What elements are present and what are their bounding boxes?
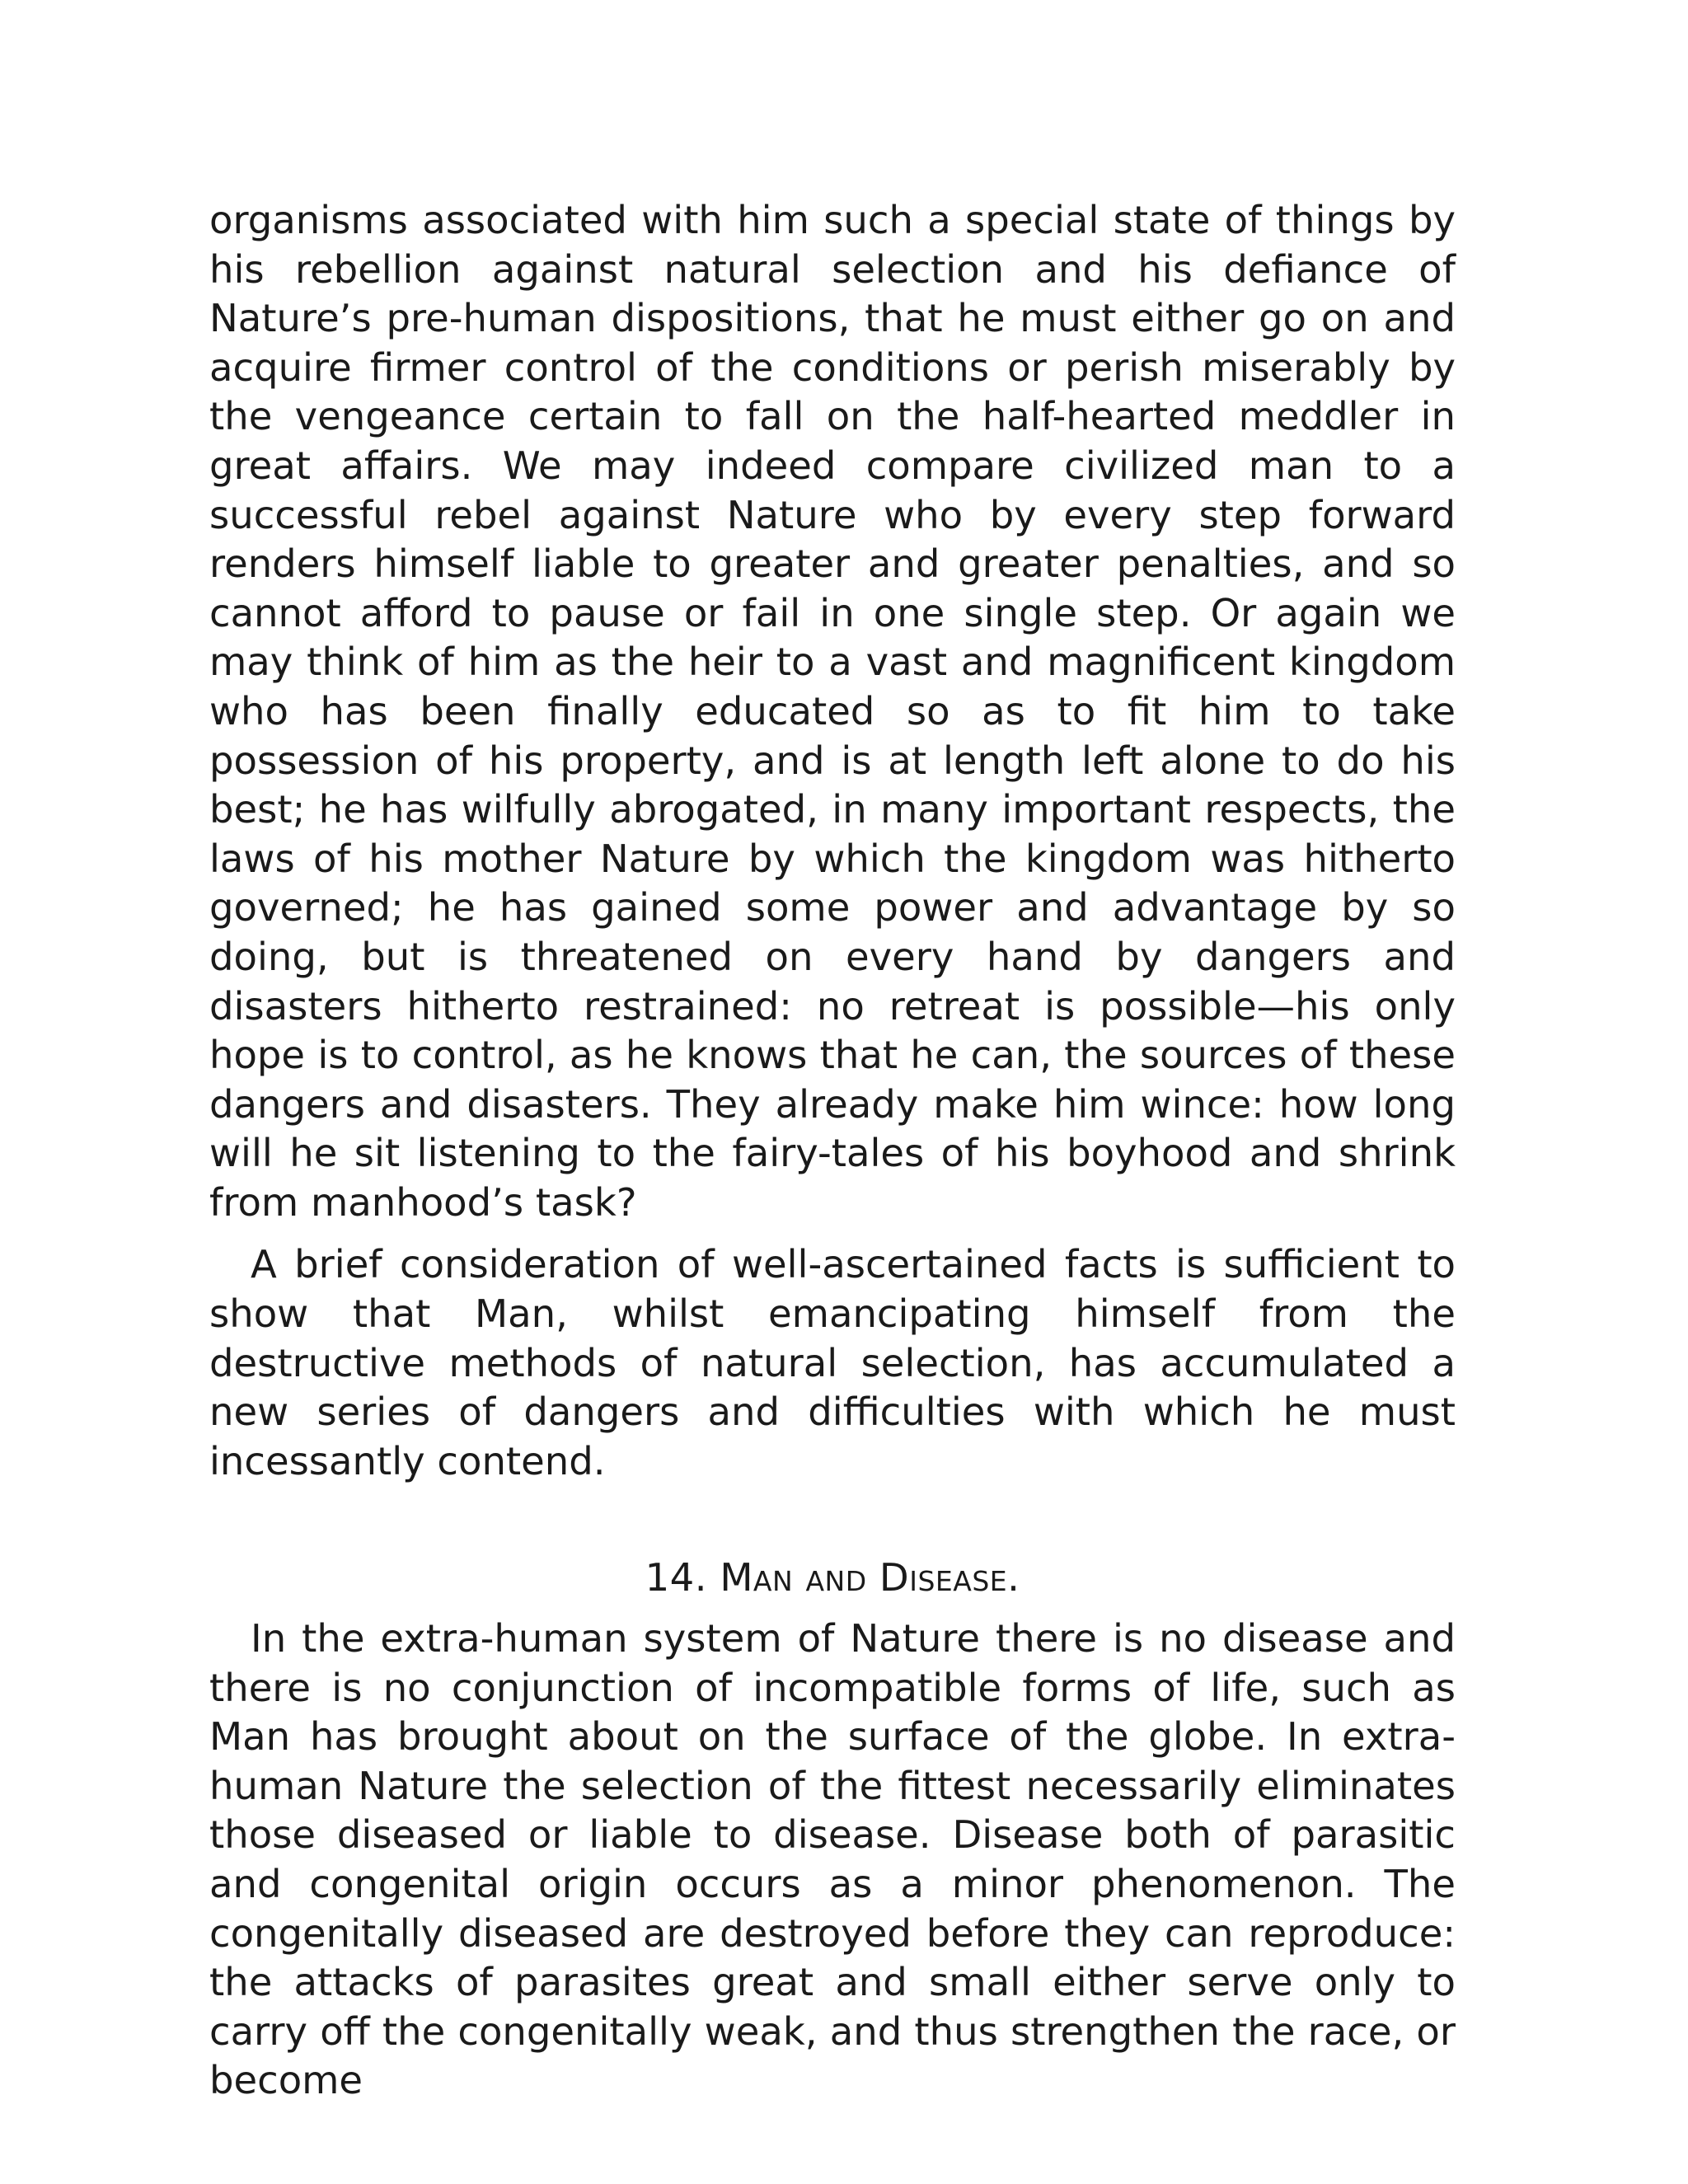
paragraph-facts: A brief consideration of well-ascertained facts is sufficient to show that Man, whilst emancipating himself from the destructive methods of natural selection, has accumulated a new series of dangers and difficulties with which he must incessantly contend. [209,1242,1456,1483]
section-title: Man and Disease. [720,1555,1020,1601]
page-body [209,196,1456,2106]
paragraph-continued: organisms associated with him such a special state of things by his rebellion against natural selection and his defiance of Nature’s pre-human dispositions, that he must either go on and acquire firmer control of the conditions or perish miserably by the vengeance certain to fall on the half-hearted meddler in great affairs. We may indeed compare civilized man to a successful rebel against Nature who by every step forward renders himself liable to greater and greater penalties, and so cannot afford to pause or fail in one single step. Or again we may think of him as the heir to a vast and magnificent kingdom who has been finally educated so as to fit him to take possession of his property, and is at length left alone to do his best; he has wilfully abrogated, in many important respects, the laws of his mother Nature by which the kingdom was hitherto governed; he has gained some power and advantage by so doing, but is threatened on every hand by dangers and disasters hitherto restrained: no retreat is possible—his only hope is to control, as he knows that he can, the sources of these dangers and disasters. They already make him wince: how long will he sit listening to the fairy-tales of his boyhood and shrink from manhood’s task? [209,198,1456,1225]
section-number: 14. [645,1555,708,1601]
section-heading [209,1554,1456,1603]
paragraph-disease: In the extra-human system of Nature there is no disease and there is no conjunction of incompatible forms of life, such as Man has brought about on the surface of the globe. In extra-human Nature the selection of the fittest necessarily eliminates those diseased or liable to disease. Disease both of parasitic and congenital origin occurs as a minor phenomenon. The congenitally diseased are destroyed before they can reproduce: the attacks of parasites great and small either serve only to carry off the congenitally weak, and thus strengthen the race, or become [209,1616,1456,2103]
